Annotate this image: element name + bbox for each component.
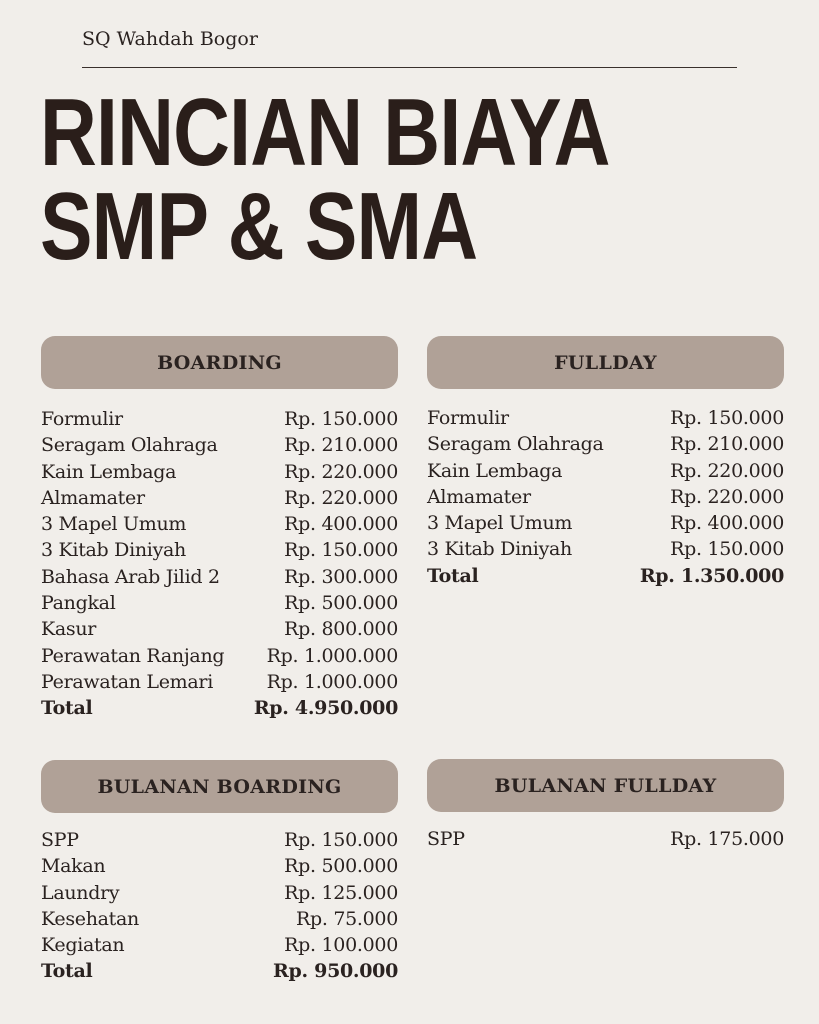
cost-row [41, 932, 398, 958]
item-label: SPP [427, 828, 465, 850]
item-amount: Rp. 75.000 [295, 907, 398, 930]
org-name: SQ Wahdah Bogor [82, 28, 258, 50]
item-amount: Rp. 220.000 [284, 460, 398, 483]
section-heading: BULANAN FULLDAY [427, 759, 784, 812]
total-label: Total [427, 564, 479, 587]
total-row [41, 695, 398, 721]
item-amount: Rp. 220.000 [670, 459, 784, 482]
item-label: Makan [41, 855, 106, 878]
item-label: Laundry [41, 881, 120, 904]
cost-row [41, 432, 398, 458]
cost-row [41, 643, 398, 669]
cost-list [41, 406, 398, 722]
item-label: Almamater [427, 485, 531, 508]
cost-row [41, 564, 398, 590]
section-bulanan-fullday [427, 759, 784, 852]
cost-row [41, 406, 398, 432]
header-divider [82, 67, 737, 68]
cost-row [41, 853, 398, 879]
item-label: Pangkal [41, 592, 116, 615]
cost-row [41, 827, 398, 853]
section-heading: FULLDAY [427, 336, 784, 389]
item-amount: Rp. 150.000 [284, 829, 398, 851]
item-label: Perawatan Ranjang [41, 644, 225, 667]
item-label: SPP [41, 829, 79, 851]
cost-row [41, 669, 398, 695]
item-amount: Rp. 1.000.000 [266, 670, 398, 693]
section-boarding [41, 336, 398, 722]
page-title [40, 79, 610, 280]
item-label: Perawatan Lemari [41, 670, 213, 693]
item-amount: Rp. 1.000.000 [266, 644, 398, 667]
title-line-1: RINCIAN BIAYA [40, 79, 610, 186]
cost-row [427, 405, 784, 431]
item-amount: Rp. 175.000 [670, 828, 784, 850]
item-label: 3 Mapel Umum [41, 513, 187, 536]
total-row [41, 958, 398, 984]
item-label: 3 Kitab Diniyah [427, 538, 572, 561]
item-amount: Rp. 400.000 [284, 513, 398, 536]
item-amount: Rp. 500.000 [284, 592, 398, 615]
cost-list [427, 405, 784, 589]
item-amount: Rp. 400.000 [670, 512, 784, 535]
item-label: Kasur [41, 618, 97, 641]
cost-row [41, 906, 398, 932]
section-heading: BULANAN BOARDING [41, 760, 398, 813]
cost-row [427, 458, 784, 484]
item-label: Kesehatan [41, 907, 139, 930]
item-label: Seragam Olahraga [41, 434, 218, 457]
total-row [427, 563, 784, 589]
total-label: Total [41, 697, 93, 720]
cost-row [427, 431, 784, 457]
cost-row [41, 590, 398, 616]
section-fullday [427, 336, 784, 589]
cost-list [427, 826, 784, 852]
item-amount: Rp. 100.000 [284, 934, 398, 957]
total-amount: Rp. 950.000 [273, 960, 398, 983]
item-label: Formulir [427, 407, 509, 429]
cost-row [41, 459, 398, 485]
item-label: Formulir [41, 408, 123, 430]
item-label: Bahasa Arab Jilid 2 [41, 565, 220, 588]
item-amount: Rp. 220.000 [284, 486, 398, 509]
item-amount: Rp. 300.000 [284, 565, 398, 588]
item-amount: Rp. 500.000 [284, 855, 398, 878]
cost-row [41, 616, 398, 642]
item-amount: Rp. 800.000 [284, 618, 398, 641]
item-label: Kain Lembaga [427, 459, 563, 482]
item-label: 3 Mapel Umum [427, 512, 573, 535]
item-amount: Rp. 150.000 [284, 408, 398, 430]
cost-row [41, 880, 398, 906]
item-amount: Rp. 220.000 [670, 485, 784, 508]
item-amount: Rp. 210.000 [284, 434, 398, 457]
cost-row [41, 537, 398, 563]
total-amount: Rp. 4.950.000 [253, 697, 398, 720]
cost-row [41, 511, 398, 537]
cost-row [427, 484, 784, 510]
item-amount: Rp. 150.000 [670, 538, 784, 561]
cost-list [41, 827, 398, 985]
item-label: Almamater [41, 486, 145, 509]
cost-row [427, 826, 784, 852]
total-label: Total [41, 960, 93, 983]
item-amount: Rp. 150.000 [670, 407, 784, 429]
item-label: Kegiatan [41, 934, 125, 957]
cost-row [427, 536, 784, 562]
item-amount: Rp. 125.000 [284, 881, 398, 904]
item-amount: Rp. 210.000 [670, 433, 784, 456]
item-label: 3 Kitab Diniyah [41, 539, 186, 562]
cost-row [41, 485, 398, 511]
item-amount: Rp. 150.000 [284, 539, 398, 562]
title-line-2: SMP & SMA [40, 173, 478, 280]
cost-row [427, 510, 784, 536]
item-label: Kain Lembaga [41, 460, 177, 483]
item-label: Seragam Olahraga [427, 433, 604, 456]
section-bulanan-boarding [41, 760, 398, 985]
section-heading: BOARDING [41, 336, 398, 389]
total-amount: Rp. 1.350.000 [639, 564, 784, 587]
